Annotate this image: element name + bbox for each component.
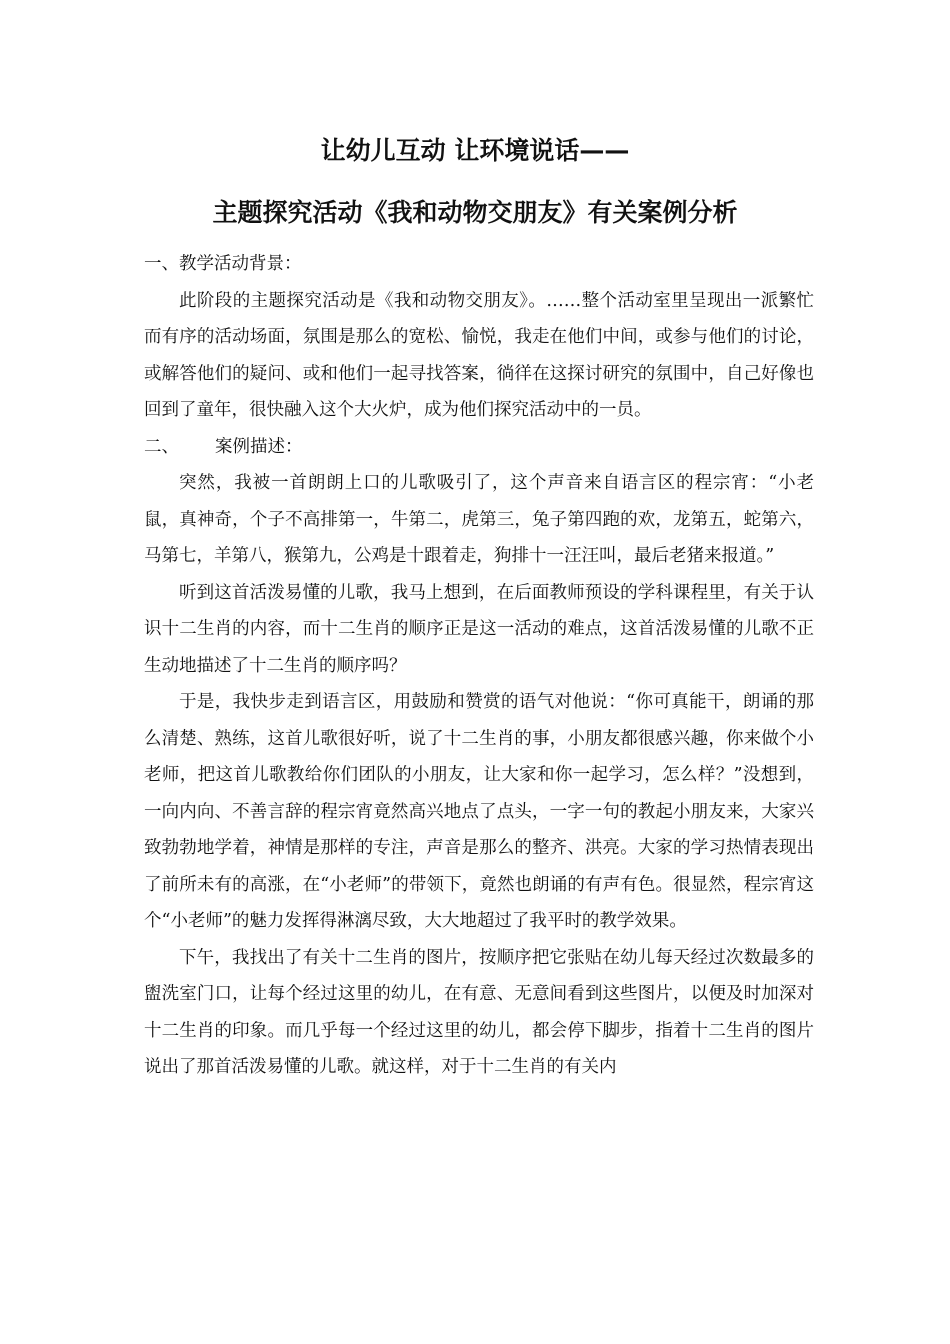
paragraph: 于是，我快步走到语言区，用鼓励和赞赏的语气对他说：“你可真能干，朗诵的那么清楚、熟练，这首儿歌很好听，说了十二生肖的事，小朋友都很感兴趣，你来做个小老师，把这首儿歌教给你们团队的小朋友，让大家和你一起学习，怎么样？”没想到，一向内向、不善言辞的程宗宵竟然高兴地点了点头，一字一句的教起小朋友来，大家兴致勃勃地学着，神情是那样的专注，声音是那么的整齐、洪亮。大家的学习热情表现出了前所未有的高涨，在“小老师”的带领下，竟然也朗诵的有声有色。很显然，程宗宵这个“小老师”的魅力发挥得淋漓尽致，大大地超过了我平时的教学效果。 [144, 692, 814, 931]
document-subtitle: 主题探究活动《我和动物交朋友》有关案例分析 [212, 198, 738, 227]
section-heading-background: 一、教学活动背景： [144, 254, 302, 274]
section-number: 二、 [144, 436, 179, 457]
document-title: 让幼儿互动 让环境说话—— [320, 136, 630, 165]
paragraph: 听到这首活泼易懂的儿歌，我马上想到，在后面教师预设的学科课程里，有关于认识十二生肖的内容，而十二生肖的顺序正是这一活动的难点，这首活泼易懂的儿歌不正生动地描述了十二生肖的顺序吗？ [144, 582, 814, 676]
paragraph: 突然，我被一首朗朗上口的儿歌吸引了，这个声音来自语言区的程宗宵：“小老鼠，真神奇，个子不高排第一，牛第二，虎第三，兔子第四跑的欢，龙第五，蛇第六，马第七，羊第八，猴第九，公鸡是十跟着走，狗排十一汪汪叫，最后老猪来报道。” [144, 473, 814, 566]
paragraph: 此阶段的主题探究活动是《我和动物交朋友》。……整个活动室里呈现出一派繁忙而有序的活动场面，氛围是那么的宽松、愉悦，我走在他们中间，或参与他们的讨论，或解答他们的疑问、或和他们一起寻找答案，徜徉在这探讨研究的氛围中，自己好像也回到了童年，很快融入这个大火炉，成为他们探究活动中的一员。 [144, 290, 814, 420]
paragraph: 下午，我找出了有关十二生肖的图片，按顺序把它张贴在幼儿每天经过次数最多的盥洗室门口，让每个经过这里的幼儿，在有意、无意间看到这些图片，以便及时加深对十二生肖的印象。而几乎每一个经过这里的幼儿，都会停下脚步，指着十二生肖的图片说出了那首活泼易懂的儿歌。就这样，对于十二生肖的有关内 [144, 947, 814, 1077]
document-body [144, 246, 814, 1086]
section-heading-text: 案例描述： [215, 436, 303, 457]
section-heading-case [144, 429, 814, 466]
